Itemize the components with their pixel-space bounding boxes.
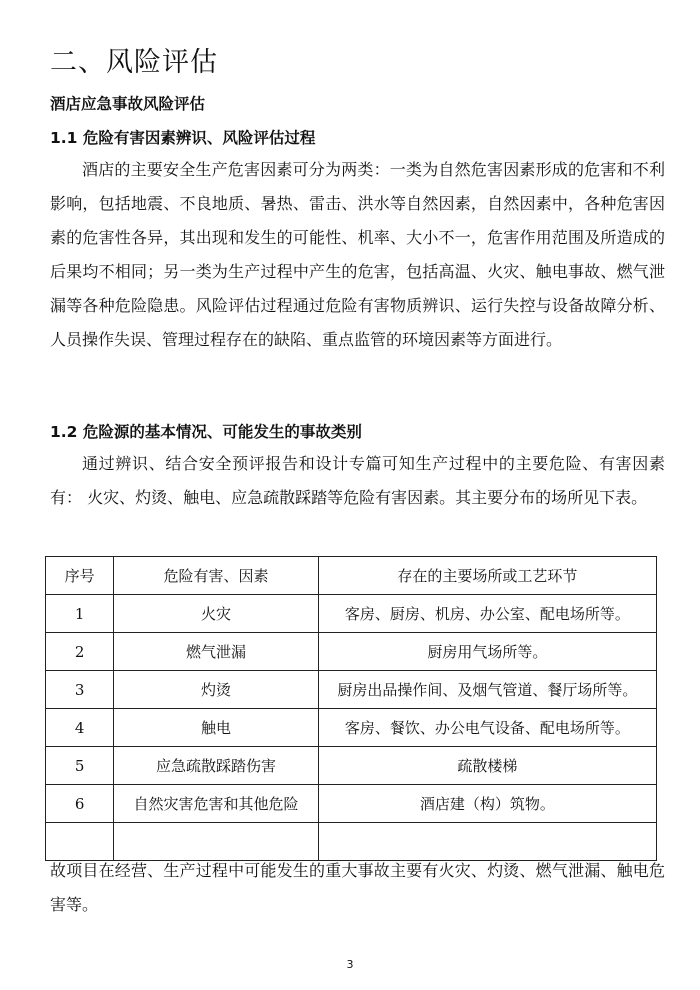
cell-index: 3 xyxy=(46,671,114,709)
document-subtitle: 酒店应急事故风险评估 xyxy=(50,95,206,113)
table-row xyxy=(46,595,657,633)
table-row xyxy=(46,709,657,747)
header-cell-index: 序号 xyxy=(46,557,114,595)
table-row xyxy=(46,747,657,785)
cell-index: 6 xyxy=(46,785,114,823)
cell-hazard: 应急疏散踩踏伤害 xyxy=(114,747,318,785)
header-cell-location: 存在的主要场所或工艺环节 xyxy=(318,557,656,595)
section-2-paragraph: 通过辨识、结合安全预评报告和设计专篇可知生产过程中的主要危险、有害因素有： 火灾、灼烫、触电、应急疏散踩踏等危险有害因素。其主要分布的场所见下表。 xyxy=(50,454,665,507)
cell-location: 客房、餐饮、办公电气设备、配电场所等。 xyxy=(318,709,656,747)
cell-index: 1 xyxy=(46,595,114,633)
hazard-table xyxy=(45,556,657,861)
page-number: 3 xyxy=(346,958,354,971)
cell-hazard: 自然灾害危害和其他危险 xyxy=(114,785,318,823)
table-row xyxy=(46,785,657,823)
cell-hazard: 火灾 xyxy=(114,595,318,633)
header-cell-hazard: 危险有害、因素 xyxy=(114,557,318,595)
cell-hazard: 触电 xyxy=(114,709,318,747)
page-heading: 二、风险评估 xyxy=(50,47,218,78)
cell-hazard: 灼烫 xyxy=(114,671,318,709)
cell-location: 疏散楼梯 xyxy=(318,747,656,785)
cell-location: 客房、厨房、机房、办公室、配电场所等。 xyxy=(318,595,656,633)
cell-location: 厨房用气场所等。 xyxy=(318,633,656,671)
cell-index: 2 xyxy=(46,633,114,671)
cell-location: 厨房出品操作间、及烟气管道、餐厅场所等。 xyxy=(318,671,656,709)
cell-hazard: 燃气泄漏 xyxy=(114,633,318,671)
cell-location: 酒店建（构）筑物。 xyxy=(318,785,656,823)
table-header-row xyxy=(46,557,657,595)
cell-index: 4 xyxy=(46,709,114,747)
section-1-paragraph: 酒店的主要安全生产危害因素可分为两类：一类为自然危害因素形成的危害和不利影响，包括地震、不良地质、暑热、雷击、洪水等自然因素，自然因素中，各种危害因素的危害性各异，其出现和发生的可能性、机率、大小不一，危害作用范围及所造成的后果均不相同；另一类为生产过程中产生的危害，包括高温、火灾、触电事故、燃气泄漏等各种危险隐患。风险评估过程通过危险有害物质辨识、运行失控与设备故障分析、人员操作失误、管理过程存在的缺陷、重点监管的环境因素等方面进行。 xyxy=(50,160,665,349)
section-1-title: 1.1 危险有害因素辨识、风险评估过程 xyxy=(50,129,316,147)
section-2-title: 1.2 危险源的基本情况、可能发生的事故类别 xyxy=(50,423,362,441)
conclusion-paragraph: 故项目在经营、生产过程中可能发生的重大事故主要有火灾、灼烫、燃气泄漏、触电危害等。 xyxy=(50,861,665,914)
table-row xyxy=(46,633,657,671)
table-row xyxy=(46,671,657,709)
cell-index: 5 xyxy=(46,747,114,785)
